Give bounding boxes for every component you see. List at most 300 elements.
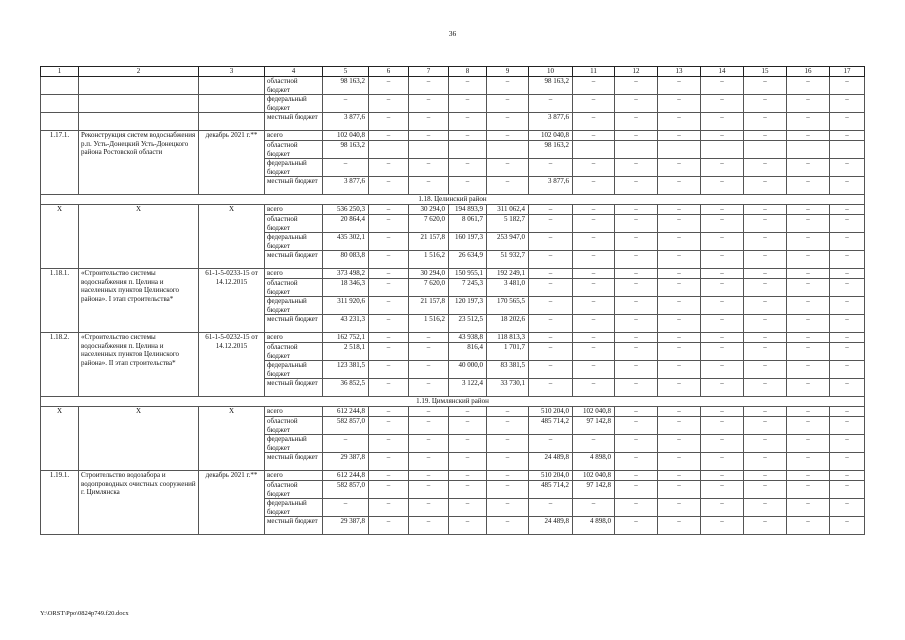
table-cell: – xyxy=(744,453,787,471)
table-cell: – xyxy=(744,407,787,417)
table-cell: – xyxy=(409,77,449,95)
table-cell: – xyxy=(701,215,744,233)
table-cell: – xyxy=(615,297,658,315)
table-cell: – xyxy=(449,517,487,535)
table-cell: – xyxy=(701,297,744,315)
table-cell xyxy=(41,95,79,113)
table-cell: 51 932,7 xyxy=(487,251,529,269)
table-cell: – xyxy=(658,113,701,131)
table-cell: – xyxy=(323,95,369,113)
table-cell: – xyxy=(787,269,830,279)
page-number: 36 xyxy=(448,29,457,38)
table-cell: – xyxy=(744,77,787,95)
table-cell: – xyxy=(787,499,830,517)
table-cell: – xyxy=(830,435,865,453)
item-name: Реконструкция систем водоснабжения р.п. Усть-Донецкий Усть-Донецкого района Ростовской области xyxy=(79,131,199,195)
table-row xyxy=(41,333,865,343)
funding-source: областной бюджет xyxy=(265,481,323,499)
table-cell: – xyxy=(369,435,409,453)
table-cell: – xyxy=(744,205,787,215)
table-cell: 30 294,0 xyxy=(409,269,449,279)
table-cell: – xyxy=(449,131,487,141)
table-cell: – xyxy=(658,499,701,517)
table-cell: – xyxy=(409,131,449,141)
table-cell: – xyxy=(830,333,865,343)
table-cell: – xyxy=(449,77,487,95)
table-cell: – xyxy=(487,131,529,141)
table-cell: – xyxy=(369,499,409,517)
table-cell: – xyxy=(658,453,701,471)
table-cell: – xyxy=(615,453,658,471)
table-cell xyxy=(830,141,865,159)
table-cell: – xyxy=(409,113,449,131)
header-cell: 10 xyxy=(529,67,573,77)
table-cell: – xyxy=(744,417,787,435)
table-cell: – xyxy=(323,499,369,517)
table-cell: – xyxy=(369,453,409,471)
table-cell: – xyxy=(658,315,701,333)
table-cell: – xyxy=(369,471,409,481)
table-cell: 4 898,0 xyxy=(573,453,615,471)
table-cell: 7 620,0 xyxy=(409,279,449,297)
header-cell: 5 xyxy=(323,67,369,77)
funding-source: всего xyxy=(265,269,323,279)
table-cell: – xyxy=(573,333,615,343)
table-cell: – xyxy=(409,333,449,343)
table-cell: – xyxy=(409,379,449,397)
table-cell: – xyxy=(529,499,573,517)
table-cell: – xyxy=(744,343,787,361)
table-cell: 1 516,2 xyxy=(409,251,449,269)
header-cell: 7 xyxy=(409,67,449,77)
table-cell: 510 204,0 xyxy=(529,407,573,417)
table-cell: 5 182,7 xyxy=(487,215,529,233)
table-cell: – xyxy=(369,215,409,233)
table-cell: – xyxy=(487,435,529,453)
table-cell: 7 245,3 xyxy=(449,279,487,297)
header-cell: 4 xyxy=(265,67,323,77)
table-cell: – xyxy=(449,95,487,113)
table-cell: – xyxy=(449,471,487,481)
header-cell: 13 xyxy=(658,67,701,77)
table-cell: – xyxy=(369,343,409,361)
table-cell: – xyxy=(830,215,865,233)
table-cell: – xyxy=(830,205,865,215)
table-cell: – xyxy=(658,333,701,343)
table-cell: 612 244,8 xyxy=(323,471,369,481)
item-number: 1.18.2. xyxy=(41,333,79,397)
table-cell: – xyxy=(409,159,449,177)
table-cell: – xyxy=(573,233,615,251)
footer-file-path: Y:\ORST\Ppo\0824p749.f20.docx xyxy=(40,610,129,617)
table-cell: – xyxy=(615,481,658,499)
table-cell: – xyxy=(529,361,573,379)
table-row xyxy=(41,113,865,131)
table-cell: – xyxy=(701,113,744,131)
table-cell: 123 381,5 xyxy=(323,361,369,379)
table-cell: – xyxy=(658,95,701,113)
table-cell: федеральный бюджет xyxy=(265,95,323,113)
table-cell: 24 489,8 xyxy=(529,517,573,535)
table-cell: – xyxy=(409,481,449,499)
table-cell: – xyxy=(830,417,865,435)
table-row xyxy=(41,471,865,481)
funding-source: всего xyxy=(265,333,323,343)
table-cell: – xyxy=(529,233,573,251)
table-cell: – xyxy=(573,361,615,379)
table-cell xyxy=(199,77,265,95)
table-cell: – xyxy=(369,361,409,379)
table-cell: – xyxy=(487,177,529,195)
section-row xyxy=(41,397,865,407)
funding-source: федеральный бюджет xyxy=(265,159,323,177)
table-cell: – xyxy=(744,481,787,499)
item-name: «Строительство системы водоснабжения п. Целина и населенных пунктов Целинского района». II этап строительства* xyxy=(79,333,199,397)
table-cell: – xyxy=(787,215,830,233)
table-cell: – xyxy=(658,233,701,251)
table-cell: – xyxy=(830,251,865,269)
table-cell: – xyxy=(787,453,830,471)
table-cell: 102 040,8 xyxy=(573,407,615,417)
budget-table xyxy=(40,66,865,535)
item-deadline: 61-1-5-0233-15 от 14.12.2015 xyxy=(199,269,265,333)
table-cell: – xyxy=(369,407,409,417)
table-cell: – xyxy=(615,333,658,343)
table-cell: – xyxy=(369,233,409,251)
header-cell: 16 xyxy=(787,67,830,77)
table-cell: – xyxy=(830,453,865,471)
table-cell: – xyxy=(529,269,573,279)
table-cell: – xyxy=(323,159,369,177)
table-cell: – xyxy=(830,297,865,315)
table-cell: – xyxy=(744,251,787,269)
table-cell: 485 714,2 xyxy=(529,417,573,435)
table-cell: 29 387,8 xyxy=(323,517,369,535)
table-cell: 7 620,0 xyxy=(409,215,449,233)
table-cell: – xyxy=(615,361,658,379)
table-cell: – xyxy=(615,343,658,361)
table-cell xyxy=(744,141,787,159)
table-cell: – xyxy=(787,481,830,499)
table-cell: – xyxy=(409,343,449,361)
table-cell: – xyxy=(830,407,865,417)
table-cell: – xyxy=(409,471,449,481)
funding-source: местный бюджет xyxy=(265,177,323,195)
table-cell: – xyxy=(658,131,701,141)
table-cell: – xyxy=(615,159,658,177)
table-cell: – xyxy=(487,471,529,481)
table-cell: 118 813,3 xyxy=(487,333,529,343)
table-cell: – xyxy=(369,177,409,195)
table-cell: – xyxy=(449,453,487,471)
table-cell: – xyxy=(615,205,658,215)
funding-source: федеральный бюджет xyxy=(265,435,323,453)
table-cell: – xyxy=(830,315,865,333)
table-cell: – xyxy=(787,297,830,315)
table-cell: 3 877,6 xyxy=(529,113,573,131)
table-cell: – xyxy=(449,177,487,195)
item-number: 1.18.1. xyxy=(41,269,79,333)
table-cell: – xyxy=(573,269,615,279)
table-cell: – xyxy=(701,205,744,215)
table-cell: – xyxy=(658,481,701,499)
table-cell: – xyxy=(573,435,615,453)
table-cell: – xyxy=(529,379,573,397)
table-cell: – xyxy=(573,77,615,95)
table-cell: – xyxy=(787,279,830,297)
table-cell: – xyxy=(615,279,658,297)
funding-source: областной бюджет xyxy=(265,279,323,297)
table-cell: 816,4 xyxy=(449,343,487,361)
table-cell: – xyxy=(744,279,787,297)
table-cell: – xyxy=(701,233,744,251)
table-cell: – xyxy=(573,297,615,315)
table-cell: 150 955,1 xyxy=(449,269,487,279)
table-cell: 97 142,8 xyxy=(573,417,615,435)
table-cell: – xyxy=(529,343,573,361)
table-cell: – xyxy=(615,215,658,233)
table-cell: – xyxy=(830,77,865,95)
table-cell: 2 518,1 xyxy=(323,343,369,361)
table-cell: 83 381,5 xyxy=(487,361,529,379)
table-cell: – xyxy=(701,435,744,453)
table-cell: – xyxy=(573,159,615,177)
table-cell: – xyxy=(409,177,449,195)
section-row xyxy=(41,195,865,205)
header-cell: 1 xyxy=(41,67,79,77)
table-cell: – xyxy=(744,361,787,379)
header-cell: 11 xyxy=(573,67,615,77)
section-title: 1.19. Цимлянский район xyxy=(41,397,865,407)
table-cell: – xyxy=(830,379,865,397)
table-cell: – xyxy=(529,95,573,113)
table-cell: – xyxy=(529,297,573,315)
table-cell: – xyxy=(701,159,744,177)
table-cell xyxy=(615,141,658,159)
table-cell xyxy=(79,113,199,131)
table-cell: – xyxy=(787,177,830,195)
table-cell: 162 752,1 xyxy=(323,333,369,343)
table-cell: – xyxy=(701,471,744,481)
funding-source: областной бюджет xyxy=(265,215,323,233)
table-row xyxy=(41,77,865,95)
table-cell: – xyxy=(787,131,830,141)
table-cell: – xyxy=(701,315,744,333)
table-cell: 102 040,8 xyxy=(529,131,573,141)
table-cell: – xyxy=(787,407,830,417)
table-cell: 582 857,0 xyxy=(323,417,369,435)
table-cell: – xyxy=(701,343,744,361)
table-cell: – xyxy=(573,131,615,141)
table-cell: – xyxy=(787,435,830,453)
header-cell: 3 xyxy=(199,67,265,77)
table-cell: – xyxy=(744,517,787,535)
table-cell: 24 489,8 xyxy=(529,453,573,471)
funding-source: всего xyxy=(265,407,323,417)
table-cell: – xyxy=(323,435,369,453)
table-cell: – xyxy=(658,215,701,233)
table-cell: – xyxy=(701,77,744,95)
table-cell: – xyxy=(701,379,744,397)
table-cell: – xyxy=(529,159,573,177)
table-cell: – xyxy=(615,315,658,333)
table-cell: – xyxy=(658,177,701,195)
funding-source: местный бюджет xyxy=(265,453,323,471)
table-cell: 582 857,0 xyxy=(323,481,369,499)
table-cell: – xyxy=(830,269,865,279)
table-cell: 26 634,9 xyxy=(449,251,487,269)
table-cell: – xyxy=(529,279,573,297)
item-name: Строительство водозабора и водопроводных очистных сооружений г. Цимлянска xyxy=(79,471,199,535)
table-cell: 43 231,3 xyxy=(323,315,369,333)
table-cell: – xyxy=(573,343,615,361)
table-cell: – xyxy=(787,343,830,361)
table-cell: – xyxy=(744,315,787,333)
table-cell: – xyxy=(787,471,830,481)
table-row xyxy=(41,131,865,141)
table-cell: – xyxy=(573,315,615,333)
table-cell: – xyxy=(658,343,701,361)
section-title: 1.18. Целинский район xyxy=(41,195,865,205)
table-cell: – xyxy=(701,251,744,269)
table-cell: 1 701,7 xyxy=(487,343,529,361)
table-cell: 20 864,4 xyxy=(323,215,369,233)
table-cell xyxy=(701,141,744,159)
table-cell: – xyxy=(658,77,701,95)
table-cell: – xyxy=(830,233,865,251)
table-cell: – xyxy=(615,131,658,141)
table-cell: – xyxy=(830,177,865,195)
funding-source: всего xyxy=(265,471,323,481)
item-deadline: декабрь 2021 г.** xyxy=(199,131,265,195)
table-cell: – xyxy=(787,251,830,269)
table-cell: – xyxy=(487,517,529,535)
table-cell xyxy=(41,113,79,131)
table-cell: – xyxy=(830,343,865,361)
table-cell: – xyxy=(615,379,658,397)
item-name: Х xyxy=(79,407,199,471)
table-cell: 510 204,0 xyxy=(529,471,573,481)
table-cell: 3 481,0 xyxy=(487,279,529,297)
table-cell: 435 302,1 xyxy=(323,233,369,251)
table-cell: – xyxy=(658,471,701,481)
table-cell: – xyxy=(787,361,830,379)
table-cell: – xyxy=(658,379,701,397)
table-cell: – xyxy=(487,499,529,517)
table-cell: – xyxy=(744,499,787,517)
table-cell: 170 565,5 xyxy=(487,297,529,315)
table-cell: – xyxy=(658,361,701,379)
table-cell: – xyxy=(529,205,573,215)
table-cell: – xyxy=(369,205,409,215)
table-cell: – xyxy=(369,159,409,177)
table-cell: – xyxy=(830,481,865,499)
item-deadline: Х xyxy=(199,407,265,471)
table-cell: – xyxy=(787,233,830,251)
table-cell: 192 249,1 xyxy=(487,269,529,279)
table-cell: 3 877,6 xyxy=(529,177,573,195)
table-cell: – xyxy=(658,159,701,177)
table-cell: – xyxy=(369,379,409,397)
item-name: Х xyxy=(79,205,199,269)
table-cell: – xyxy=(369,131,409,141)
table-cell: – xyxy=(369,333,409,343)
table-cell: 3 122,4 xyxy=(449,379,487,397)
table-cell xyxy=(409,141,449,159)
table-cell: – xyxy=(701,407,744,417)
item-number: 1.19.1. xyxy=(41,471,79,535)
table-cell: – xyxy=(744,113,787,131)
table-cell: 98 163,2 xyxy=(323,141,369,159)
table-cell: – xyxy=(615,177,658,195)
table-cell: – xyxy=(615,471,658,481)
item-number: Х xyxy=(41,407,79,471)
table-cell: 311 920,6 xyxy=(323,297,369,315)
table-cell: – xyxy=(369,517,409,535)
table-cell: – xyxy=(487,407,529,417)
table-cell: – xyxy=(744,131,787,141)
table-cell: – xyxy=(701,279,744,297)
table-cell xyxy=(199,113,265,131)
table-cell: – xyxy=(573,95,615,113)
table-cell xyxy=(787,141,830,159)
table-cell: – xyxy=(787,77,830,95)
table-cell: – xyxy=(529,315,573,333)
table-cell: – xyxy=(744,215,787,233)
table-cell: – xyxy=(487,417,529,435)
table-cell: – xyxy=(573,215,615,233)
table-cell: – xyxy=(701,333,744,343)
table-cell xyxy=(79,77,199,95)
funding-source: федеральный бюджет xyxy=(265,499,323,517)
funding-source: областной бюджет xyxy=(265,343,323,361)
table-cell: 194 893,9 xyxy=(449,205,487,215)
funding-source: федеральный бюджет xyxy=(265,297,323,315)
table-cell: – xyxy=(615,269,658,279)
table-cell: – xyxy=(830,95,865,113)
table-cell: – xyxy=(369,417,409,435)
item-number: Х xyxy=(41,205,79,269)
table-cell: – xyxy=(409,435,449,453)
table-cell: – xyxy=(573,499,615,517)
table-cell xyxy=(41,77,79,95)
item-name: «Строительство системы водоснабжения п. Целина и населенных пунктов Целинского района». I этап строительства* xyxy=(79,269,199,333)
table-cell: – xyxy=(573,205,615,215)
table-cell: – xyxy=(701,269,744,279)
table-cell: 29 387,8 xyxy=(323,453,369,471)
table-cell: 30 294,0 xyxy=(409,205,449,215)
table-cell: – xyxy=(487,77,529,95)
item-deadline: декабрь 2021 г.** xyxy=(199,471,265,535)
funding-source: федеральный бюджет xyxy=(265,361,323,379)
table-cell: – xyxy=(787,379,830,397)
table-cell: – xyxy=(701,481,744,499)
table-cell: 485 714,2 xyxy=(529,481,573,499)
table-cell: 97 142,8 xyxy=(573,481,615,499)
table-cell xyxy=(658,141,701,159)
table-cell: – xyxy=(787,333,830,343)
table-cell: – xyxy=(830,159,865,177)
table-cell: – xyxy=(487,159,529,177)
table-cell: – xyxy=(449,159,487,177)
funding-source: всего xyxy=(265,131,323,141)
table-cell: – xyxy=(615,435,658,453)
table-cell xyxy=(79,95,199,113)
table-cell: – xyxy=(830,361,865,379)
table-cell: – xyxy=(529,215,573,233)
table-cell: – xyxy=(615,77,658,95)
table-cell: – xyxy=(487,453,529,471)
